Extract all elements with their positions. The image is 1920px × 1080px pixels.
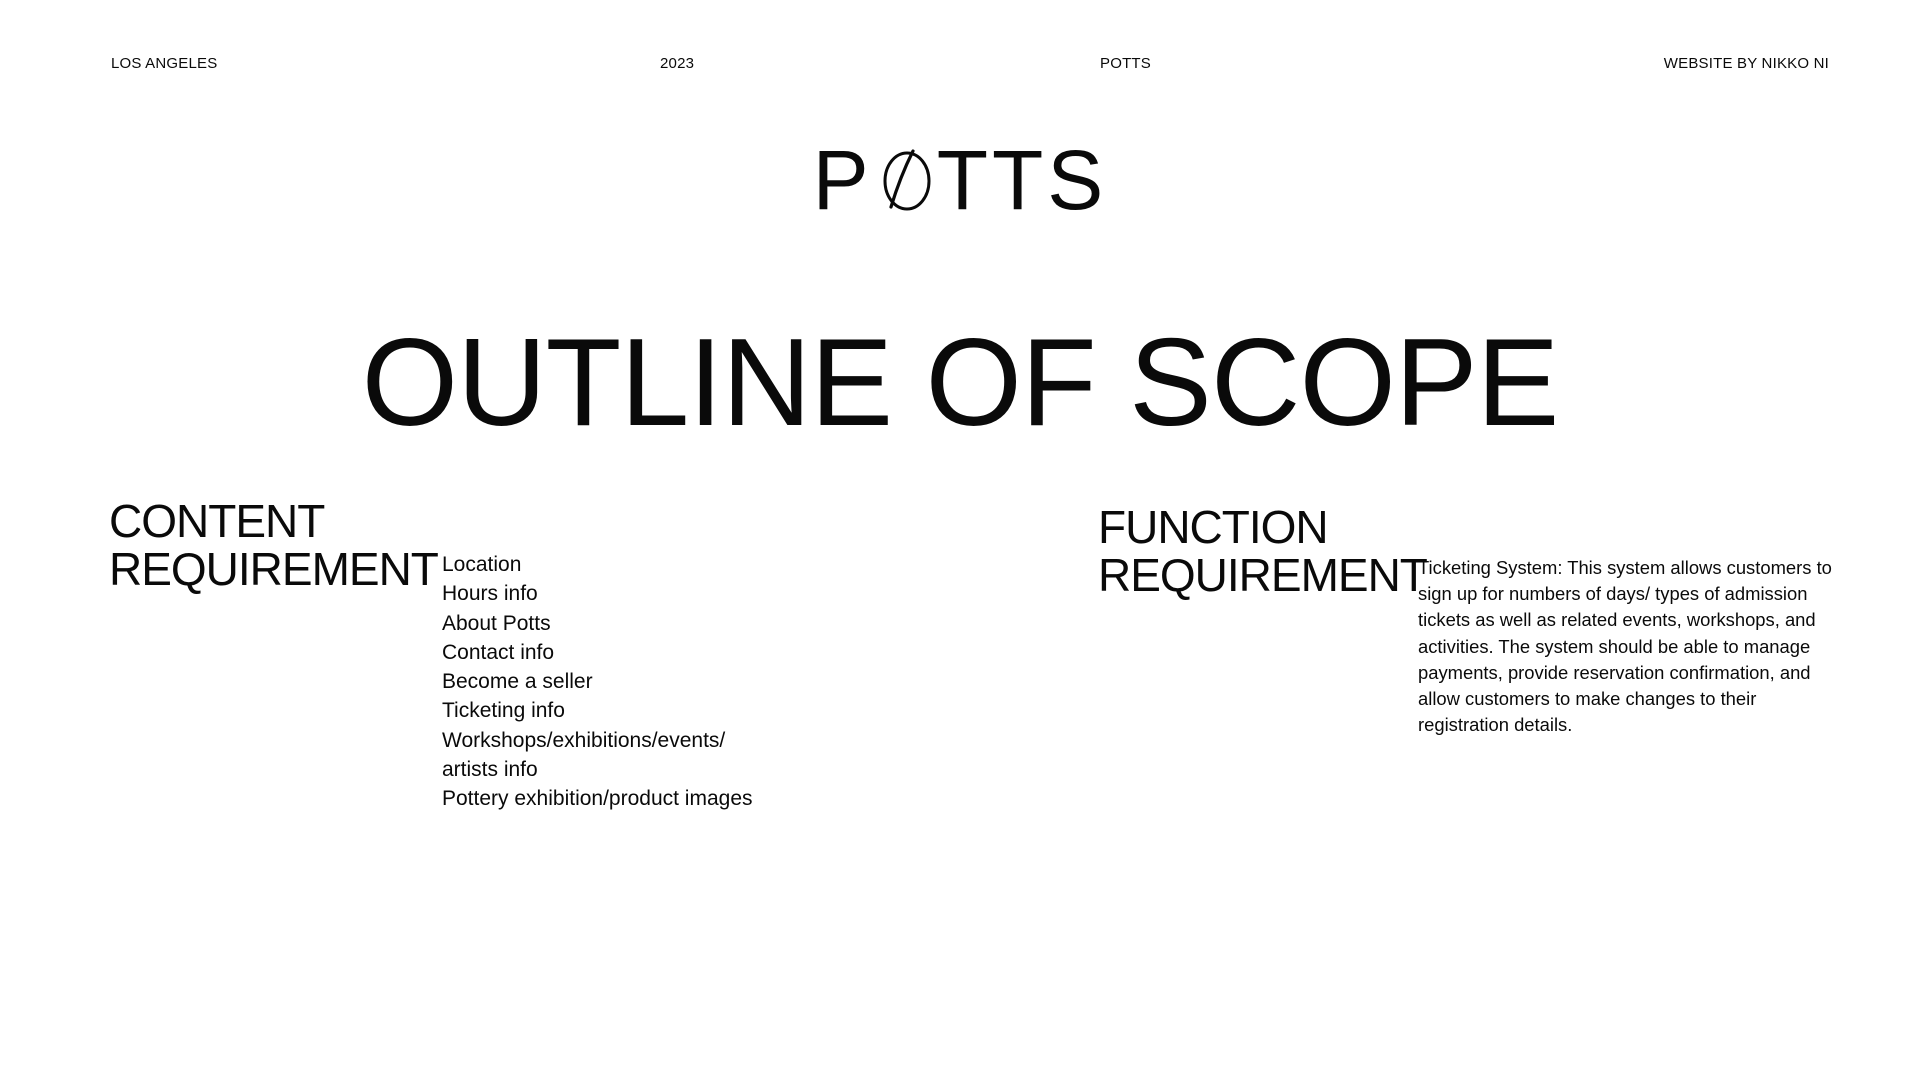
list-item: Workshops/exhibitions/events/ — [442, 728, 726, 752]
top-bar — [0, 55, 1920, 75]
stylized-o-icon — [877, 142, 933, 204]
list-item: Contact info — [442, 640, 555, 664]
logo-suffix: TTS — [936, 133, 1108, 227]
list-item: Hours info — [442, 582, 538, 606]
list-item: Ticketing info — [442, 699, 565, 723]
content-heading-line2: REQUIREMENT — [109, 543, 438, 595]
content-requirement-list — [442, 550, 822, 814]
content-heading-line1: CONTENT — [109, 495, 325, 547]
list-item: Pottery exhibition/product images — [442, 787, 753, 811]
brand-label: POTTS — [1100, 55, 1152, 72]
function-heading-line1: FUNCTION — [1098, 501, 1328, 553]
year-label: 2023 — [660, 55, 695, 72]
location-label: LOS ANGELES — [111, 55, 218, 72]
list-item: artists info — [442, 758, 538, 782]
function-heading-line2: REQUIREMENT — [1098, 549, 1427, 601]
function-requirement-description: Ticketing System: This system allows customers to sign up for numbers of days/ types of admission tickets as well as related events, workshops, and activities. The system should be able to manage payments, provide reservation confirmation, and allow customers to make changes to their registration details. — [1418, 557, 1832, 736]
list-item: About Potts — [442, 611, 551, 635]
list-item: Become a seller — [442, 670, 593, 694]
function-requirement-heading — [1098, 503, 1427, 599]
content-requirement-heading — [109, 497, 438, 593]
list-item: Location — [442, 553, 522, 576]
potts-logo — [0, 133, 1920, 227]
page-title: OUTLINE OF SCOPE — [361, 314, 1559, 453]
logo-prefix: P — [812, 133, 873, 227]
credit-label: WEBSITE BY NIKKO NI — [1663, 55, 1829, 72]
